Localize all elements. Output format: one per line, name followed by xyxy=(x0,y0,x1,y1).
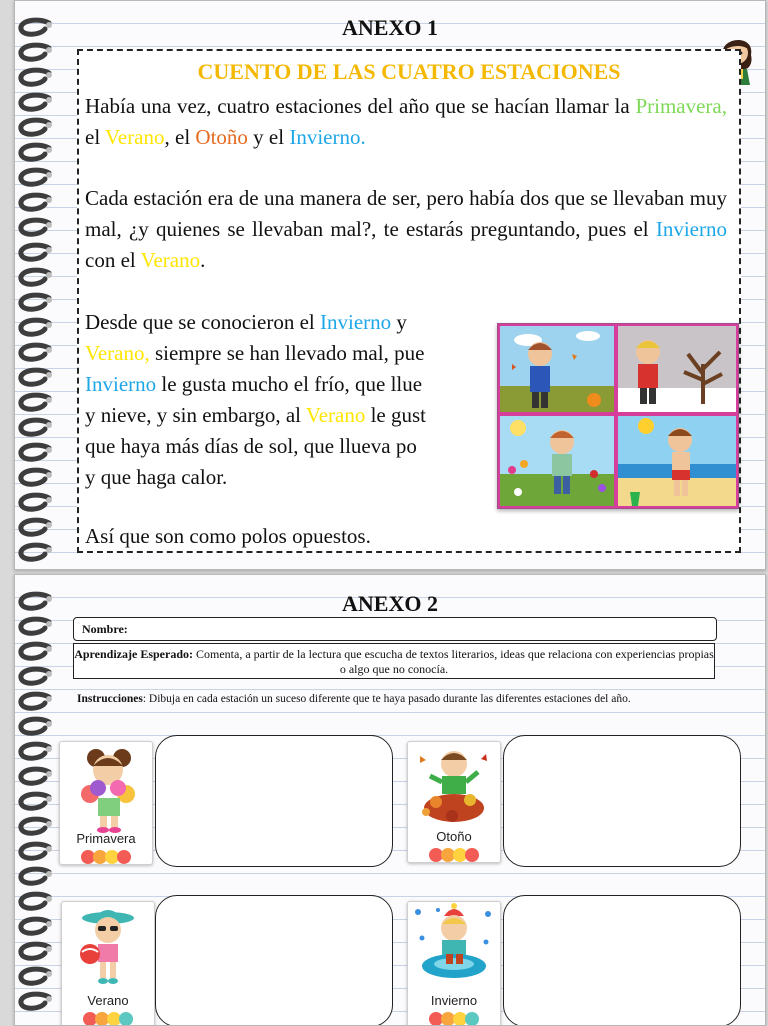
word-invierno: Invierno. xyxy=(289,125,366,149)
spiral-hole xyxy=(46,846,52,852)
card-verano xyxy=(61,901,155,1026)
notebook-spiral xyxy=(15,1,59,569)
instructions-label: Instrucciones xyxy=(77,693,143,705)
spiral-hole xyxy=(46,472,52,478)
drawing-area-primavera[interactable] xyxy=(155,735,393,867)
name-field[interactable] xyxy=(73,617,717,641)
color-dots xyxy=(408,848,500,860)
spiral-ring xyxy=(21,70,49,84)
spiral-ring xyxy=(21,445,49,459)
spring-girl-flowers-icon xyxy=(60,742,152,834)
spiral-hole xyxy=(46,372,52,378)
aprendizaje-label: Aprendizaje Esperado: xyxy=(74,647,193,661)
word-otono: Otoño xyxy=(195,125,248,149)
spiral-ring xyxy=(21,145,49,159)
spiral-hole xyxy=(46,522,52,528)
spiral-ring xyxy=(21,120,49,134)
story-paragraph-4: Así que son como polos opuestos. xyxy=(85,524,371,548)
story-paragraph-2: Cada estación era de una manera de ser, pero había dos que se llevaban muy mal, ¿y quienes se llevaban mal?, te estarás preguntando, pues el Invierno con el Verano. xyxy=(85,186,727,272)
spiral-ring xyxy=(21,345,49,359)
word-invierno: Invierno xyxy=(320,310,392,334)
name-label: Nombre: xyxy=(82,622,128,636)
spiral-hole xyxy=(46,297,52,303)
color-dots xyxy=(60,850,152,862)
spiral-ring xyxy=(21,95,49,109)
story-title: CUENTO DE LAS CUATRO ESTACIONES xyxy=(197,59,621,84)
spiral-ring xyxy=(21,420,49,434)
spiral-hole xyxy=(46,322,52,328)
spiral-ring xyxy=(21,919,49,933)
spiral-ring xyxy=(21,844,49,858)
notebook-spiral xyxy=(15,575,59,1025)
word-verano: Verano, xyxy=(85,341,150,365)
instructions-text: : Dibuja en cada estación un suceso diferente que te haya pasado durante las diferentes estaciones del año. xyxy=(142,693,631,705)
anexo-2-page xyxy=(14,574,766,1026)
drawing-area-otono[interactable] xyxy=(503,735,741,867)
spiral-ring xyxy=(21,220,49,234)
spiral-ring xyxy=(21,495,49,509)
spiral-hole xyxy=(46,497,52,503)
anexo-2-title: ANEXO 2 xyxy=(342,591,438,616)
word-verano: Verano xyxy=(140,248,201,272)
spiral-ring xyxy=(21,320,49,334)
spiral-hole xyxy=(46,896,52,902)
season-label: Otoño xyxy=(436,829,472,844)
spring-panel xyxy=(500,416,614,506)
anexo-1-page xyxy=(14,0,766,570)
spiral-hole xyxy=(46,272,52,278)
spiral-ring xyxy=(21,719,49,733)
autumn-panel xyxy=(500,326,614,412)
spiral-hole xyxy=(46,97,52,103)
word-invierno: Invierno xyxy=(655,217,727,241)
spiral-ring xyxy=(21,869,49,883)
spiral-ring xyxy=(21,295,49,309)
drawing-area-verano[interactable] xyxy=(155,895,393,1026)
spiral-hole xyxy=(46,796,52,802)
spiral-ring xyxy=(21,45,49,59)
season-label: Invierno xyxy=(430,993,478,1008)
spiral-hole xyxy=(46,721,52,727)
anexo-1-title: ANEXO 1 xyxy=(342,15,438,40)
spiral-hole xyxy=(46,771,52,777)
spiral-hole xyxy=(46,671,52,677)
spiral-ring xyxy=(21,370,49,384)
spiral-hole xyxy=(46,996,52,1002)
spiral-hole xyxy=(46,122,52,128)
season-label: Verano xyxy=(87,993,129,1008)
spiral-hole xyxy=(46,946,52,952)
card-primavera xyxy=(59,741,153,865)
word-invierno: Invierno xyxy=(85,372,157,396)
spiral-hole xyxy=(46,921,52,927)
story-paragraph-1: Había una vez, cuatro estaciones del año que se hacían llamar la Primavera, el Verano, el Otoño y el Invierno. xyxy=(85,94,727,149)
spiral-hole xyxy=(46,871,52,877)
word-primavera: Primavera, xyxy=(635,94,727,118)
spiral-ring xyxy=(21,994,49,1008)
summer-panel xyxy=(618,416,736,506)
spiral-hole xyxy=(46,172,52,178)
drawing-area-invierno[interactable] xyxy=(503,895,741,1026)
spiral-hole xyxy=(46,447,52,453)
spiral-ring xyxy=(21,644,49,658)
spiral-ring xyxy=(21,619,49,633)
spiral-hole xyxy=(46,646,52,652)
spiral-hole xyxy=(46,696,52,702)
story-paragraph-3: Desde que se conocieron el Invierno y Verano, siempre se han llevado mal, pue Invierno le gusta mucho el frío, que llue y nieve, y sin embargo, al Verano le gust que haya más días de sol, que llueva po y que haga calor. xyxy=(85,310,427,489)
spiral-ring xyxy=(21,694,49,708)
spiral-hole xyxy=(46,422,52,428)
color-dots xyxy=(408,1012,500,1024)
card-invierno xyxy=(407,901,501,1026)
spiral-hole xyxy=(46,621,52,627)
instructions xyxy=(77,693,631,705)
spiral-hole xyxy=(46,547,52,553)
spiral-hole xyxy=(46,197,52,203)
spiral-ring xyxy=(21,245,49,259)
spiral-hole xyxy=(46,147,52,153)
spiral-ring xyxy=(21,195,49,209)
spiral-hole xyxy=(46,821,52,827)
spiral-ring xyxy=(21,944,49,958)
winter-boy-sled-icon xyxy=(408,902,500,994)
season-label: Primavera xyxy=(76,831,136,846)
summer-girl-ball-icon xyxy=(62,902,154,994)
winter-panel xyxy=(618,326,736,412)
spiral-ring xyxy=(21,520,49,534)
spiral-hole xyxy=(46,47,52,53)
autumn-boy-leaves-icon xyxy=(408,742,500,834)
spiral-hole xyxy=(46,247,52,253)
spiral-hole xyxy=(46,746,52,752)
spiral-ring xyxy=(21,894,49,908)
spiral-ring xyxy=(21,170,49,184)
spiral-ring xyxy=(21,395,49,409)
card-otono xyxy=(407,741,501,863)
spiral-hole xyxy=(46,72,52,78)
word-verano: Verano xyxy=(105,125,165,149)
spiral-ring xyxy=(21,794,49,808)
spiral-ring xyxy=(21,669,49,683)
four-seasons-illustration xyxy=(497,323,739,509)
spiral-ring xyxy=(21,769,49,783)
color-dots xyxy=(62,1012,154,1024)
spiral-ring xyxy=(21,270,49,284)
spiral-hole xyxy=(46,347,52,353)
spiral-hole xyxy=(46,971,52,977)
spiral-ring xyxy=(21,470,49,484)
spiral-ring xyxy=(21,819,49,833)
spiral-ring xyxy=(21,545,49,559)
word-verano: Verano xyxy=(305,403,366,427)
spiral-hole xyxy=(46,397,52,403)
aprendizaje-text: Comenta, a partir de la lectura que escucha de textos literarios, ideas que relaciona con experiencias propias o algo que no conocía. xyxy=(193,647,714,676)
spiral-ring xyxy=(21,969,49,983)
spiral-ring xyxy=(21,744,49,758)
spiral-hole xyxy=(46,222,52,228)
aprendizaje-box xyxy=(73,643,715,679)
